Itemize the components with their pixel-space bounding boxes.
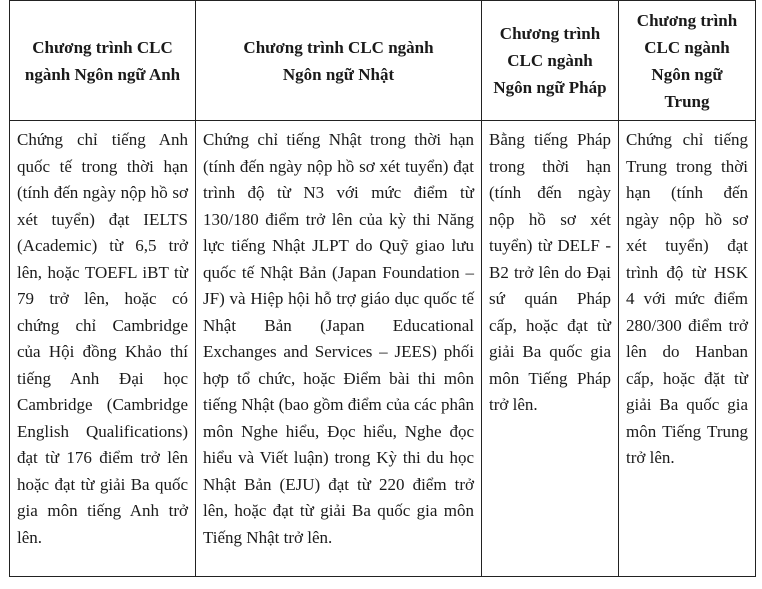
header-french: Chương trình CLC ngành Ngôn ngữ Pháp bbox=[482, 1, 619, 121]
table-header-row bbox=[10, 1, 756, 121]
table-row bbox=[10, 121, 756, 577]
header-english: Chương trình CLC ngành Ngôn ngữ Anh bbox=[10, 1, 196, 121]
admission-requirements-table bbox=[9, 0, 756, 577]
cell-english-requirement: Chứng chỉ tiếng Anh quốc tế trong thời hạn (tính đến ngày nộp hồ sơ xét tuyển) đạt IELTS (Academic) từ 6,5 trở lên, hoặc TOEFL iBT từ 79 trở lên, hoặc có chứng chỉ Cambridge của Hội đồng Khảo thí tiếng Anh Đại học Cambridge (Cambridge English Qualifications) đạt từ 176 điểm trở lên hoặc đạt từ giải Ba quốc gia môn tiếng Anh trở lên. bbox=[10, 121, 196, 577]
header-chinese: Chương trình CLC ngành Ngôn ngữ Trung bbox=[619, 1, 756, 121]
cell-french-requirement: Bằng tiếng Pháp trong thời hạn (tính đến ngày nộp hồ sơ xét tuyển) từ DELF - B2 trở lên do Đại sứ quán Pháp cấp, hoặc đạt từ giải Ba quốc gia môn Tiếng Pháp trở lên. bbox=[482, 121, 619, 577]
cell-chinese-requirement: Chứng chỉ tiếng Trung trong thời hạn (tính đến ngày nộp hồ sơ xét tuyển) đạt trình độ từ HSK 4 với mức điểm 280/300 điểm trở lên do Hanban cấp, hoặc đặt từ giải Ba quốc gia môn Tiếng Trung trở lên. bbox=[619, 121, 756, 577]
cell-japanese-requirement: Chứng chỉ tiếng Nhật trong thời hạn (tính đến ngày nộp hồ sơ xét tuyển) đạt trình độ từ N3 với mức điểm từ 130/180 điểm trở lên của kỳ thi Năng lực tiếng Nhật JLPT do Quỹ giao lưu quốc tế Nhật Bản (Japan Foundation – JF) và Hiệp hội hỗ trợ giáo dục quốc tế Nhật Bản (Japan Educational Exchanges and Services – JEES) phối hợp tổ chức, hoặc Điểm bài thi môn tiếng Nhật (bao gồm điểm của các phân môn Nghe hiểu, Đọc hiểu, Nghe đọc hiểu và Viết luận) trong Kỳ thi du học Nhật Bản (EJU) đạt từ 220 điểm trở lên, hoặc đạt từ giải Ba quốc gia môn Tiếng Nhật trở lên. bbox=[196, 121, 482, 577]
header-japanese: Chương trình CLC ngành Ngôn ngữ Nhật bbox=[196, 1, 482, 121]
